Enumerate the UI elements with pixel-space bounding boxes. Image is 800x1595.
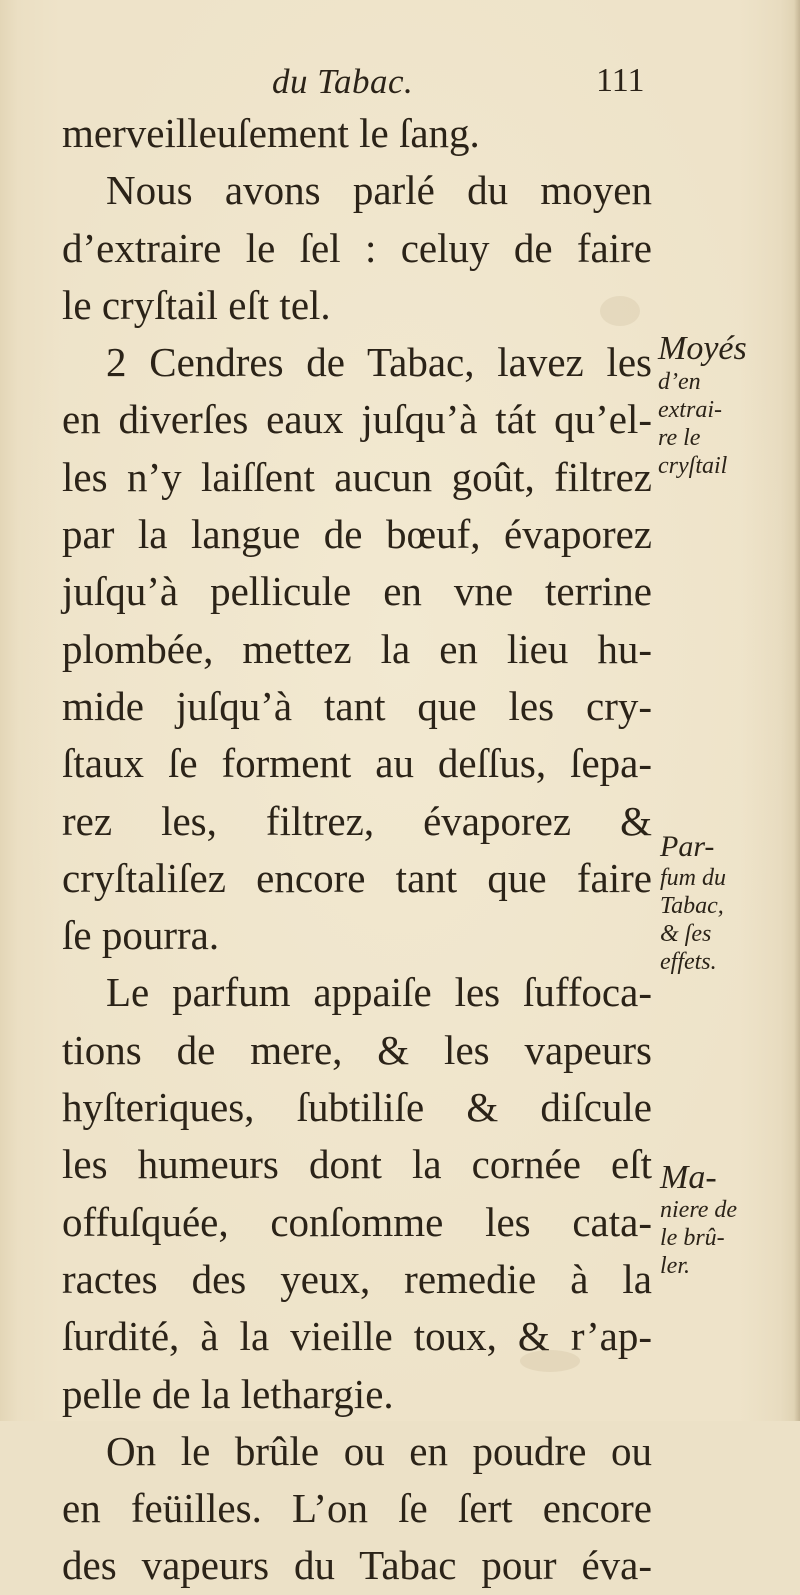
text-line: les n’y laiſſent aucun goût, filtrez	[62, 453, 652, 500]
margin-note-line: ler.	[660, 1253, 690, 1279]
text-line: merveilleuſement le ſang.	[62, 110, 480, 156]
text-line: 2 Cendres de Tabac, lavez les	[106, 339, 652, 386]
page-number: 111	[596, 62, 645, 99]
margin-note-line: Par-	[660, 830, 715, 863]
margin-note-line: re le	[658, 425, 701, 451]
text-line: hyſteriques, ſubtiliſe & diſcule	[62, 1084, 652, 1131]
text-line: pelle de la lethargie.	[62, 1370, 394, 1417]
text-line: tions de mere, & les vapeurs	[62, 1026, 652, 1073]
margin-note-line: & ſes	[660, 921, 712, 947]
margin-note-perfume	[660, 830, 726, 976]
text-line: ſurdité, à la vieille toux, & r’ap-	[62, 1313, 652, 1360]
text-line: plombée, mettez la en lieu hu-	[62, 625, 652, 672]
text-line: les humeurs dont la cornée eſt	[62, 1141, 652, 1188]
text-line: rez les, filtrez, évaporez &	[62, 797, 652, 844]
margin-note-line: Tabac,	[660, 893, 724, 919]
text-line: d’extraire le ſel : celuy de faire	[62, 224, 652, 271]
running-title: du Tabac.	[272, 62, 414, 101]
text-line: Nous avons parlé du moyen	[106, 167, 652, 214]
text-line: le cryſtail eſt tel.	[62, 281, 331, 328]
text-line: mide juſqu’à tant que les cry-	[62, 682, 652, 729]
margin-note-line: cryſtail	[658, 453, 728, 479]
margin-note-line: Ma-	[660, 1159, 717, 1196]
text-line: On le brûle ou en poudre ou	[106, 1427, 652, 1474]
text-line: des vapeurs du Tabac pour éva-	[62, 1542, 652, 1589]
margin-note-line: Moyés	[658, 330, 747, 367]
margin-note-line: extrai-	[658, 397, 722, 423]
text-line: juſqu’à pellicule en vne terrine	[62, 568, 652, 615]
body-text	[62, 105, 652, 1595]
text-line: cryſtaliſez encore tant que faire	[62, 854, 652, 901]
margin-note-line: effets.	[660, 949, 717, 975]
margin-note-line: le brû-	[660, 1225, 725, 1251]
text-line: en diverſes eaux juſqu’à tát qu’el-	[62, 396, 652, 443]
text-line: offuſquée, conſomme les cata-	[62, 1198, 652, 1245]
margin-note-line: d’en	[658, 369, 701, 395]
margin-note-line: niere de	[660, 1197, 738, 1223]
text-line: en feüilles. L’on ſe ſert encore	[62, 1485, 652, 1532]
text-line: Le parfum appaiſe les ſuffoca-	[106, 969, 652, 1016]
margin-note-line: fum du	[660, 865, 726, 891]
margin-note-burning	[660, 1160, 737, 1280]
text-line: ſe pourra.	[62, 912, 220, 959]
text-line: ſtaux ſe forment au deſſus, ſepa-	[62, 740, 652, 787]
margin-note-extraction	[658, 330, 747, 480]
page-header	[0, 62, 800, 108]
text-line: par la langue de bœuf, évaporez	[62, 511, 652, 558]
text-line: ractes des yeux, remedie à la	[62, 1255, 652, 1302]
